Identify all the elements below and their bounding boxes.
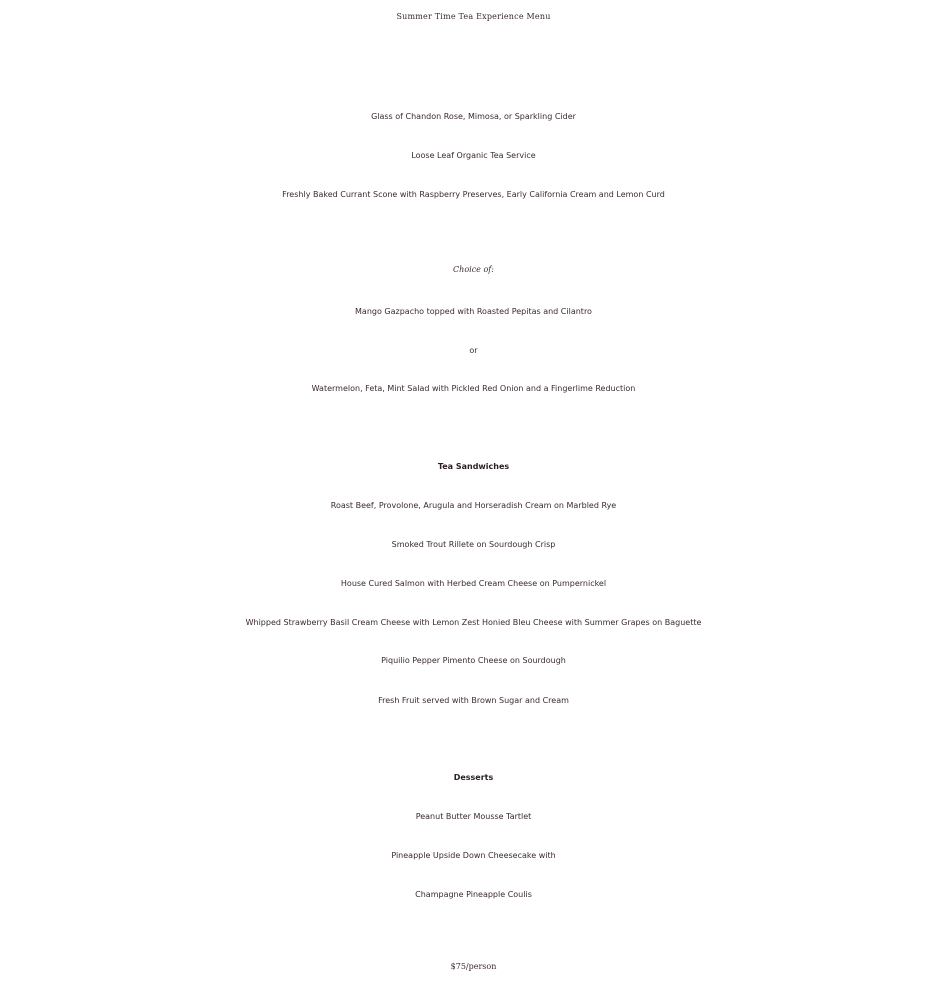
dessert-item: Pineapple Upside Down Cheesecake with	[391, 851, 556, 860]
sandwich-item: Fresh Fruit served with Brown Sugar and Cream	[378, 696, 569, 705]
choice-item-gazpacho: Mango Gazpacho topped with Roasted Pepitas and Cilantro	[355, 307, 592, 316]
menu-item-tea-service: Loose Leaf Organic Tea Service	[411, 151, 536, 160]
price-per-person: $75/person	[450, 962, 497, 971]
sandwich-item: House Cured Salmon with Herbed Cream Cheese on Pumpernickel	[340, 579, 607, 588]
menu-title: Summer Time Tea Experience Menu	[396, 12, 551, 21]
choice-separator-or: or	[469, 346, 478, 355]
section-heading-desserts: Desserts	[453, 773, 494, 782]
choice-heading: Choice of:	[453, 265, 494, 274]
sandwich-item: Roast Beef, Provolone, Arugula and Horseradish Cream on Marbled Rye	[330, 501, 617, 510]
sandwich-item: Piquilio Pepper Pimento Cheese on Sourdough	[381, 656, 566, 665]
dessert-item: Champagne Pineapple Coulis	[415, 890, 532, 899]
sandwich-item: Smoked Trout Rillete on Sourdough Crisp	[391, 540, 556, 549]
section-heading-tea-sandwiches: Tea Sandwiches	[437, 462, 510, 471]
dessert-item: Peanut Butter Mousse Tartlet	[415, 812, 532, 821]
sandwich-item: Whipped Strawberry Basil Cream Cheese with Lemon Zest Honied Bleu Cheese with Summer Grapes on Baguette	[245, 618, 702, 627]
menu-item-scone: Freshly Baked Currant Scone with Raspberry Preserves, Early California Cream and Lemon Curd	[282, 190, 665, 199]
menu-item-sparkling-drink: Glass of Chandon Rose, Mimosa, or Sparkling Cider	[371, 112, 576, 121]
choice-item-salad: Watermelon, Feta, Mint Salad with Pickled Red Onion and a Fingerlime Reduction	[311, 384, 636, 393]
